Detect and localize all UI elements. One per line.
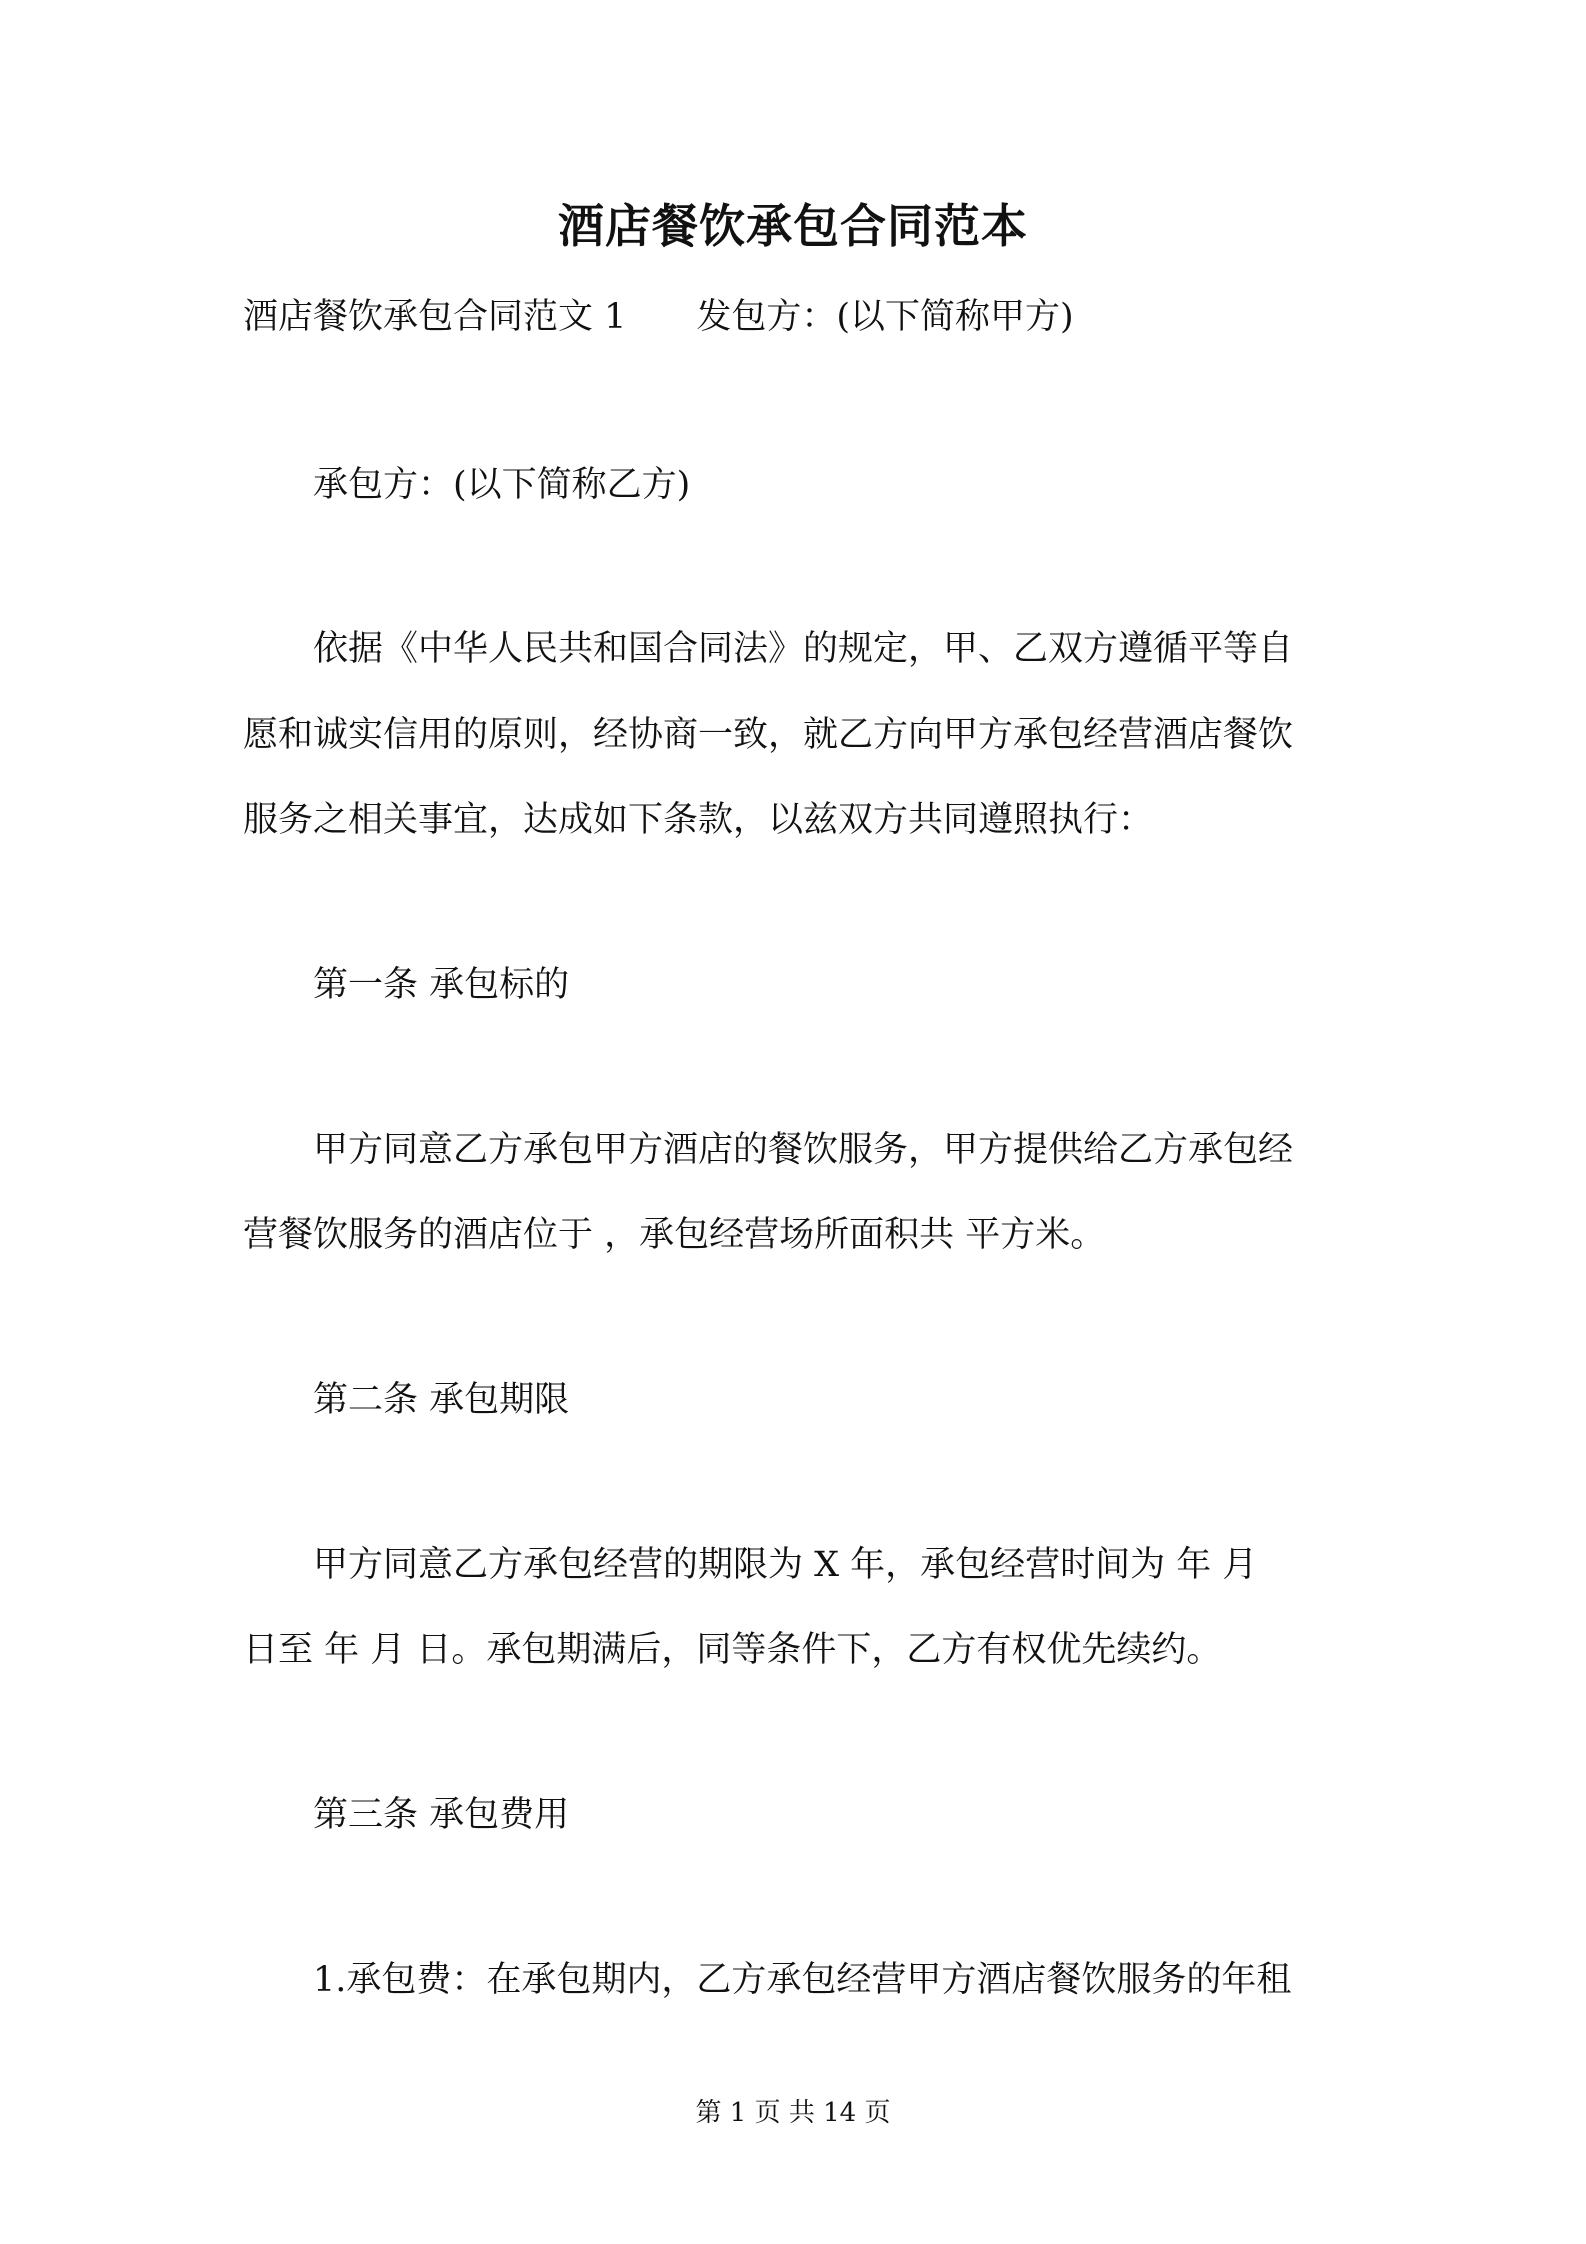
subtitle-line <box>243 292 1363 342</box>
paragraph-line: 愿和诚实信用的原则，经协商一致，就乙方向甲方承包经营酒店餐饮 <box>243 715 1294 755</box>
document-title: 酒店餐饮承包合同范本 <box>558 199 1028 253</box>
article-heading: 第一条 承包标的 <box>243 965 570 1005</box>
party-a-line: 发包方：(以下简称甲方) <box>696 297 1074 337</box>
paragraph-line: 日至 年 月 日。承包期满后，同等条件下，乙方有权优先续约。 <box>243 1630 1222 1670</box>
article-heading: 第三条 承包费用 <box>243 1795 570 1835</box>
paragraph-line: 营餐饮服务的酒店位于 ，承包经营场所面积共 平方米。 <box>243 1215 1106 1255</box>
paragraph-line: 甲方同意乙方承包甲方酒店的餐饮服务，甲方提供给乙方承包经 <box>243 1130 1294 1170</box>
article-heading: 第二条 承包期限 <box>243 1380 570 1420</box>
paragraph-line: 服务之相关事宜，达成如下条款，以兹双方共同遵照执行： <box>243 800 1154 840</box>
paragraph-line: 1.承包费：在承包期内，乙方承包经营甲方酒店餐饮服务的年租 <box>243 1960 1292 2000</box>
paragraph-line: 甲方同意乙方承包经营的期限为 X 年，承包经营时间为 年 月 <box>243 1545 1258 1585</box>
page-footer: 第 1 页 共 14 页 <box>695 2098 891 2128</box>
party-b-line: 承包方：(以下简称乙方) <box>243 465 691 505</box>
paragraph-line: 依据《中华人民共和国合同法》的规定，甲、乙双方遵循平等自 <box>243 629 1294 669</box>
document-subtitle: 酒店餐饮承包合同范文 1 <box>243 297 627 337</box>
